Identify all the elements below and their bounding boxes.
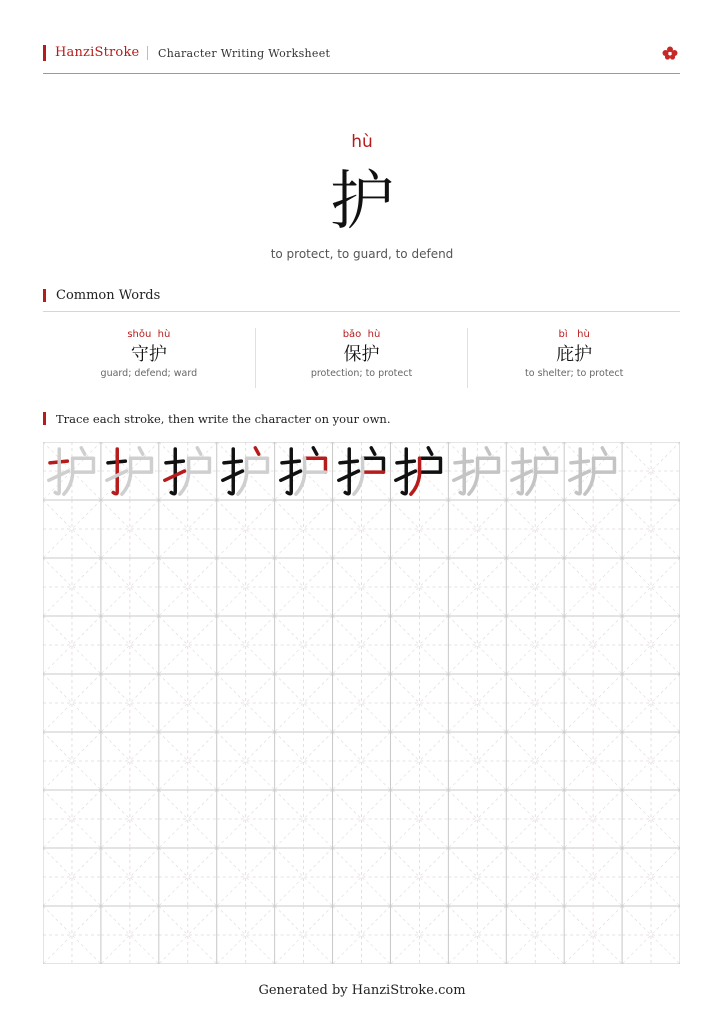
stroke-step-cell — [333, 442, 391, 500]
worksheet-subtitle: Character Writing Worksheet — [158, 47, 331, 60]
stroke-2 — [171, 449, 175, 494]
word-pinyin: shǒu hù — [127, 329, 171, 340]
word-characters: 庇护 — [556, 344, 593, 365]
trace-stroke-2 — [461, 449, 465, 494]
stroke-5 — [420, 458, 441, 472]
section-divider — [43, 311, 680, 312]
stroke-5 — [304, 458, 325, 472]
stroke-5 — [246, 458, 267, 472]
stroke-4 — [371, 448, 374, 454]
trace-stroke-4 — [545, 448, 548, 454]
grid-lines — [43, 442, 680, 964]
character-pinyin: hù — [351, 132, 373, 152]
trace-character-cell[interactable] — [448, 442, 506, 500]
trace-stroke-2 — [518, 449, 522, 494]
section-accent-bar — [43, 412, 46, 425]
stroke-4 — [255, 448, 258, 454]
stroke-2 — [55, 449, 59, 494]
trace-character-cell[interactable] — [564, 442, 622, 500]
stroke-7 — [353, 458, 362, 494]
stroke-step-cell — [101, 442, 159, 500]
stroke-5 — [130, 458, 151, 472]
trace-stroke-7 — [469, 458, 478, 494]
trace-stroke-5 — [594, 458, 615, 472]
stroke-5 — [73, 458, 94, 472]
stroke-step-cell — [275, 442, 333, 500]
stroke-7 — [180, 458, 189, 494]
trace-stroke-4 — [487, 448, 490, 454]
stroke-5 — [362, 458, 383, 472]
stroke-5 — [188, 458, 209, 472]
header-separator — [147, 46, 148, 60]
stroke-7 — [64, 458, 73, 494]
stroke-step-cell — [390, 442, 448, 500]
practice-heading — [43, 411, 680, 427]
stroke-step-cell — [159, 442, 217, 500]
trace-stroke-5 — [536, 458, 557, 472]
trace-stroke-7 — [527, 458, 536, 494]
stroke-7 — [238, 458, 247, 494]
word-definition: to shelter; to protect — [525, 368, 624, 379]
stroke-step-cell — [217, 442, 275, 500]
trace-stroke-2 — [576, 449, 580, 494]
practice-grid[interactable] — [43, 442, 680, 964]
main-character: 护 — [330, 165, 394, 239]
stroke-2 — [345, 449, 349, 494]
word-card — [43, 328, 256, 388]
practice-instruction: Trace each stroke, then write the character on your own. — [56, 412, 391, 426]
character-definition: to protect, to guard, to defend — [270, 247, 454, 261]
stroke-7 — [411, 458, 420, 494]
stroke-2 — [403, 449, 407, 494]
stroke-2 — [287, 449, 291, 494]
word-pinyin: bǎo hù — [342, 329, 381, 340]
word-characters: 保护 — [343, 344, 380, 365]
common-words-title: Common Words — [56, 288, 161, 303]
section-accent-bar — [43, 289, 46, 302]
brand-name[interactable]: HanziStroke — [55, 45, 140, 60]
stroke-4 — [429, 448, 432, 454]
stroke-4 — [81, 448, 84, 454]
word-definition: protection; to protect — [310, 368, 413, 379]
common-words-list — [43, 328, 680, 388]
flower-icon — [662, 46, 678, 60]
stroke-7 — [122, 458, 131, 494]
brand-accent-bar — [43, 45, 46, 61]
word-card — [468, 328, 680, 388]
stroke-2 — [229, 449, 233, 494]
word-card — [256, 328, 469, 388]
stroke-step-cell — [43, 442, 101, 500]
stroke-7 — [296, 458, 305, 494]
word-definition: guard; defend; ward — [100, 368, 198, 379]
word-characters: 守护 — [130, 344, 167, 365]
trace-stroke-7 — [585, 458, 594, 494]
trace-stroke-4 — [602, 448, 605, 454]
stroke-order-row — [43, 442, 680, 500]
common-words-heading — [43, 288, 680, 304]
footer-credit: Generated by HanziStroke.com — [258, 983, 466, 998]
worksheet-header — [43, 43, 680, 74]
stroke-2 — [113, 449, 117, 494]
stroke-4 — [313, 448, 316, 454]
trace-stroke-5 — [478, 458, 499, 472]
stroke-4 — [139, 448, 142, 454]
word-pinyin: bì hù — [558, 329, 590, 340]
trace-character-cell[interactable] — [506, 442, 564, 500]
stroke-4 — [197, 448, 200, 454]
